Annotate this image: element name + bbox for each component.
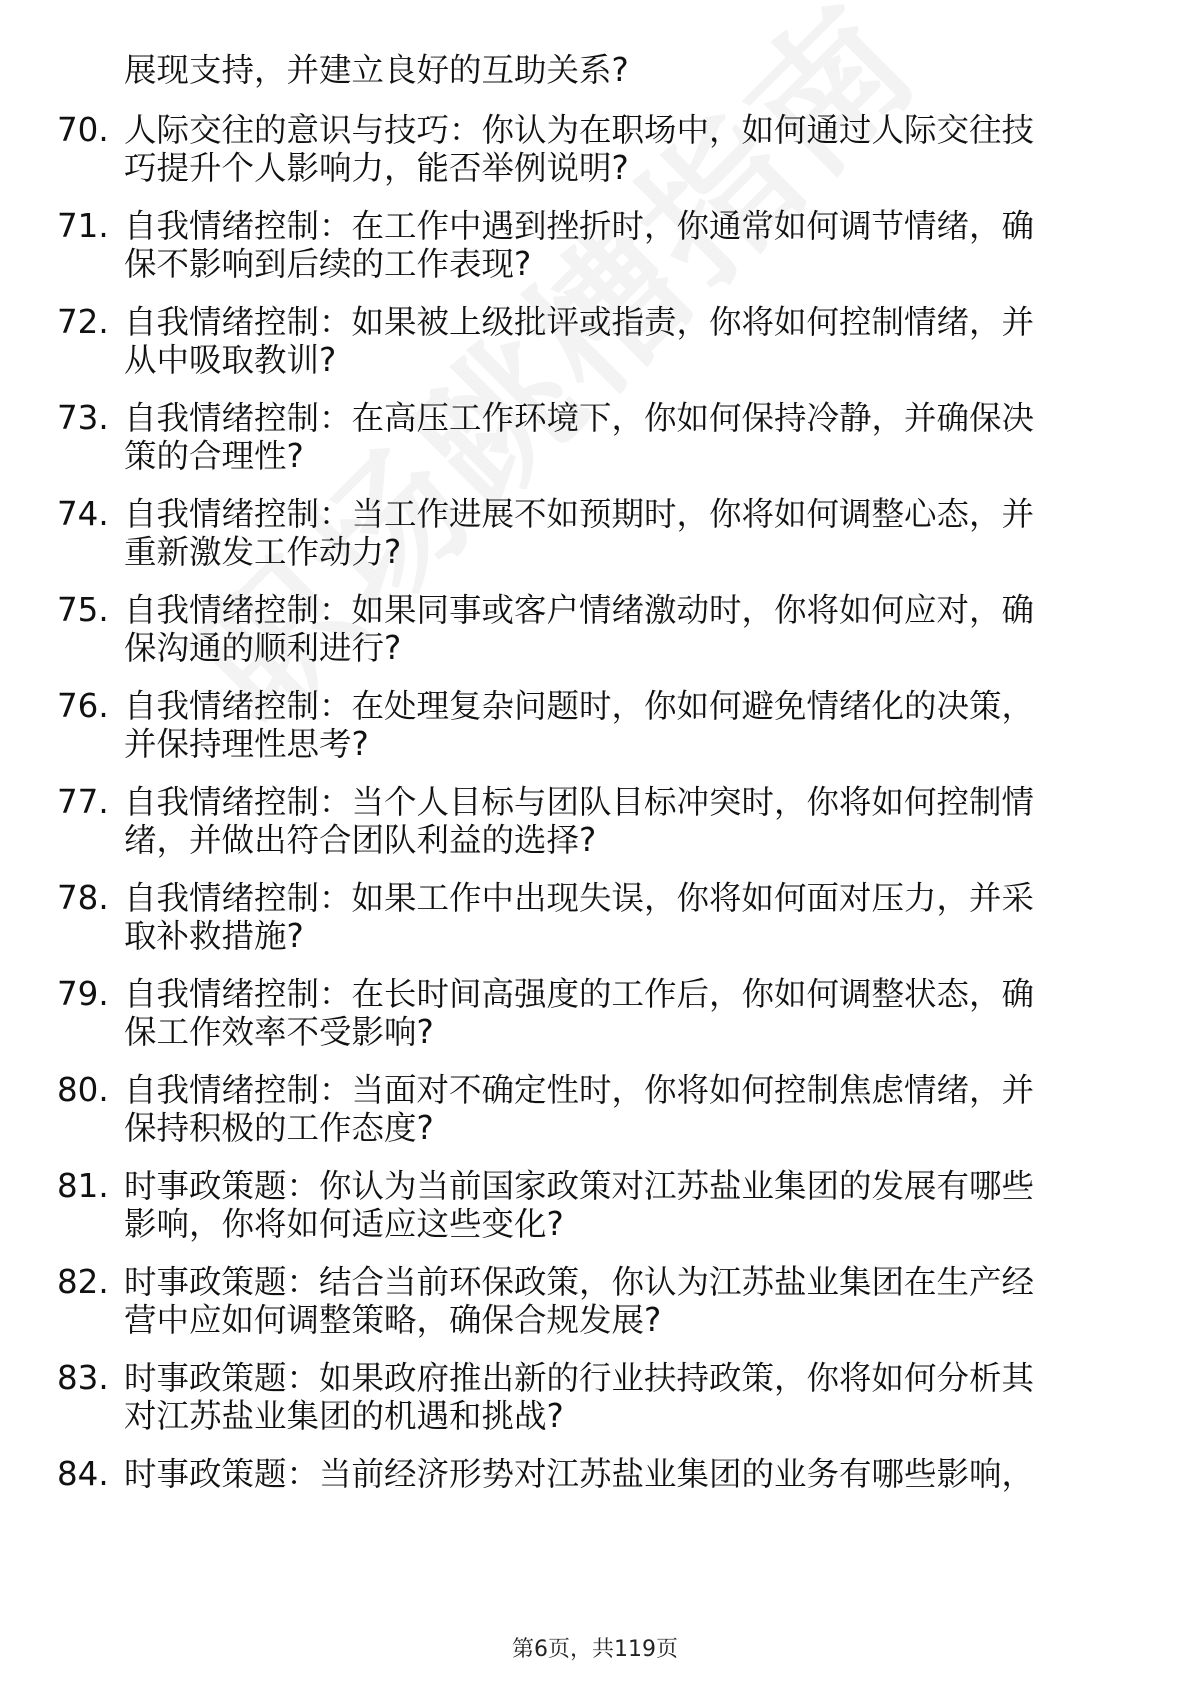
item-number: 75. xyxy=(57,591,109,629)
line-text: 自我情绪控制：如果被上级批评或指责，你将如何控制情绪，并 xyxy=(124,303,1035,341)
item-number: 72. xyxy=(57,303,109,341)
line-text: 时事政策题：结合当前环保政策，你认为江苏盐业集团在生产经 xyxy=(124,1263,1035,1301)
item-number: 73. xyxy=(57,399,109,437)
item-number: 80. xyxy=(57,1071,109,1109)
line-text: 自我情绪控制：如果工作中出现失误，你将如何面对压力，并采 xyxy=(124,879,1035,917)
item-number: 79. xyxy=(57,975,109,1013)
page-footer: 第6页，共119页 xyxy=(512,1637,678,1662)
line-text: 自我情绪控制：如果同事或客户情绪激动时，你将如何应对，确 xyxy=(124,591,1035,629)
line-text: 展现支持，并建立良好的互助关系? xyxy=(124,51,629,89)
item-number: 76. xyxy=(57,687,109,725)
item-number: 77. xyxy=(57,783,109,821)
line-text: 自我情绪控制：当面对不确定性时，你将如何控制焦虑情绪，并 xyxy=(124,1071,1035,1109)
line-text: 时事政策题：你认为当前国家政策对江苏盐业集团的发展有哪些 xyxy=(124,1167,1035,1205)
item-number: 84. xyxy=(57,1455,109,1493)
line-text: 营中应如何调整策略，确保合规发展? xyxy=(124,1301,662,1339)
line-text: 自我情绪控制：在工作中遇到挫折时，你通常如何调节情绪，确 xyxy=(124,207,1035,245)
line-text: 自我情绪控制：当个人目标与团队目标冲突时，你将如何控制情 xyxy=(124,783,1035,821)
line-text: 自我情绪控制：在处理复杂问题时，你如何避免情绪化的决策， xyxy=(124,687,1035,725)
item-number: 71. xyxy=(57,207,109,245)
line-text: 并保持理性思考? xyxy=(124,725,369,763)
item-number: 83. xyxy=(57,1359,109,1397)
item-number: 74. xyxy=(57,495,109,533)
line-text: 人际交往的意识与技巧：你认为在职场中，如何通过人际交往技 xyxy=(124,111,1035,149)
line-text: 保持积极的工作态度? xyxy=(124,1109,434,1147)
line-text: 对江苏盐业集团的机遇和挑战? xyxy=(124,1397,564,1435)
line-text: 自我情绪控制：在长时间高强度的工作后，你如何调整状态，确 xyxy=(124,975,1035,1013)
line-text: 取补救措施? xyxy=(124,917,304,955)
line-text: 绪，并做出符合团队利益的选择? xyxy=(124,821,597,859)
line-text: 重新激发工作动力? xyxy=(124,533,402,571)
line-text: 巧提升个人影响力，能否举例说明? xyxy=(124,149,629,187)
line-text: 保工作效率不受影响? xyxy=(124,1013,434,1051)
line-text: 保沟通的顺利进行? xyxy=(124,629,402,667)
item-number: 82. xyxy=(57,1263,109,1301)
item-number: 70. xyxy=(57,111,109,149)
line-text: 自我情绪控制：当工作进展不如预期时，你将如何调整心态，并 xyxy=(124,495,1035,533)
line-text: 时事政策题：当前经济形势对江苏盐业集团的业务有哪些影响， xyxy=(124,1455,1035,1493)
line-text: 从中吸取教训? xyxy=(124,341,337,379)
line-text: 自我情绪控制：在高压工作环境下，你如何保持冷静，并确保决 xyxy=(124,399,1035,437)
item-number: 78. xyxy=(57,879,109,917)
item-number: 81. xyxy=(57,1167,109,1205)
line-text: 策的合理性? xyxy=(124,437,304,475)
line-text: 保不影响到后续的工作表现? xyxy=(124,245,532,283)
line-text: 影响，你将如何适应这些变化? xyxy=(124,1205,564,1243)
line-text: 时事政策题：如果政府推出新的行业扶持政策，你将如何分析其 xyxy=(124,1359,1035,1397)
